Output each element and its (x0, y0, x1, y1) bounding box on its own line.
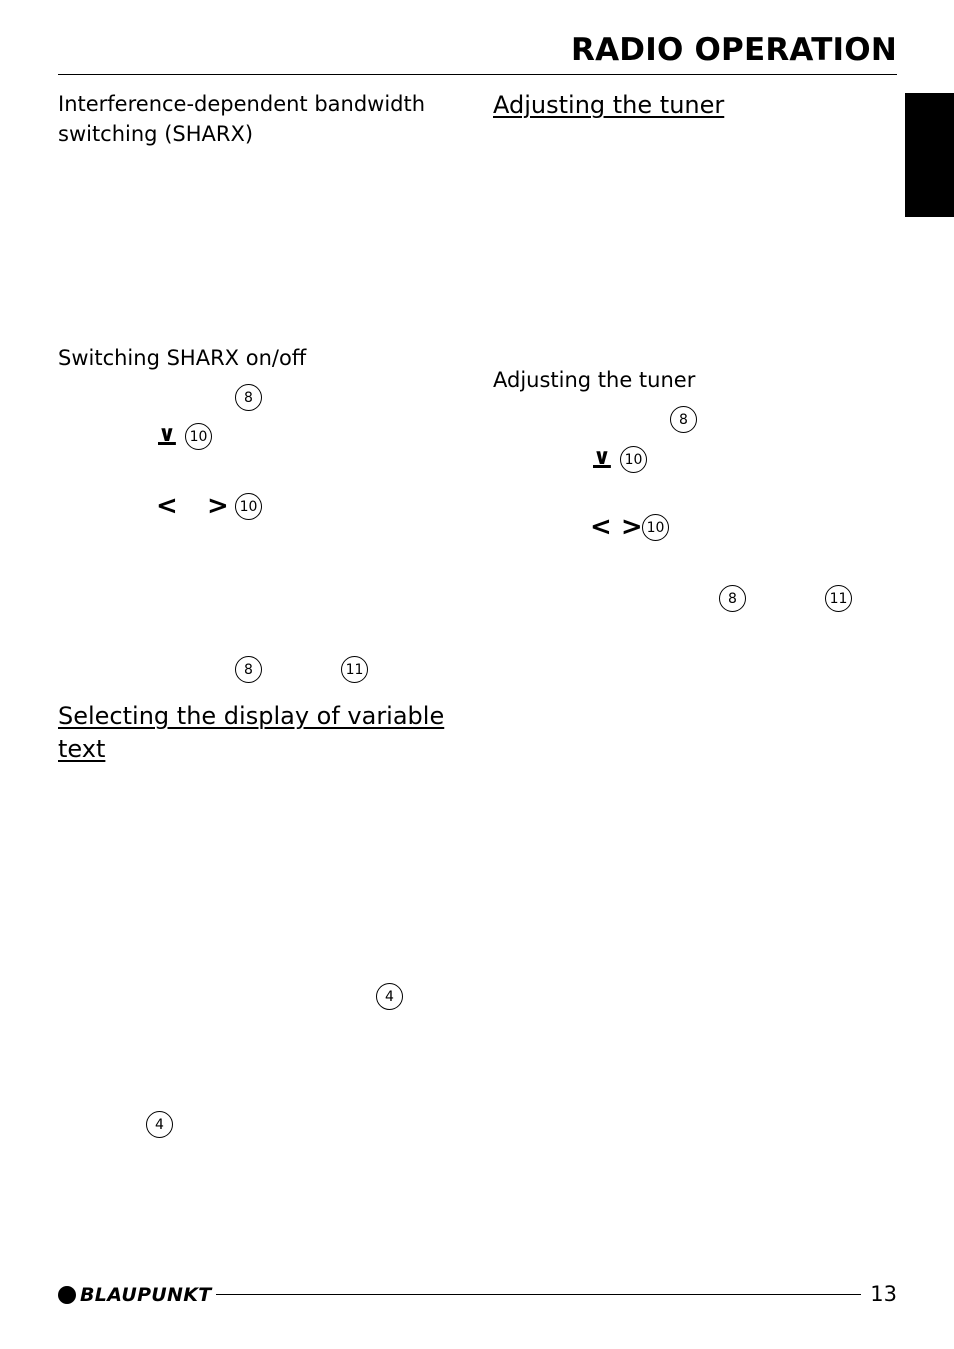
tuner-heading: Adjusting the tuner (493, 91, 725, 119)
brand-name: BLAUPUNKT (80, 1284, 212, 1306)
switch-sharx-heading: Switching SHARX on/off (58, 346, 307, 370)
ok-button-ref: 11 (825, 585, 852, 612)
down-arrow-icon: ∨ (593, 445, 611, 470)
menu-button-ref: 8 (235, 384, 262, 411)
tuner-subheading: Adjusting the tuner (493, 368, 696, 392)
menu-button-ref: 8 (235, 656, 262, 683)
display-button-ref: 4 (376, 983, 403, 1010)
sharx-heading-line2: switching (SHARX) (58, 122, 254, 146)
rocker-button-ref: 10 (235, 493, 262, 520)
rocker-button-ref: 10 (620, 446, 647, 473)
sharx-heading-line1: Interference-dependent bandwidth (58, 92, 426, 116)
footer-divider (216, 1294, 861, 1295)
rocker-button-ref: 10 (642, 514, 669, 541)
display-button-ref: 4 (146, 1111, 173, 1138)
ok-button-ref: 11 (341, 656, 368, 683)
sharx-heading (58, 89, 478, 149)
rocker-button-ref: 10 (185, 423, 212, 450)
page-number: 13 (870, 1282, 897, 1306)
right-arrow-icon: > (207, 491, 229, 521)
page-title: RADIO OPERATION (571, 32, 897, 68)
variable-text-heading (58, 700, 478, 766)
variable-text-heading-line2: text (58, 735, 106, 763)
left-right-arrows-icon: < > (590, 512, 643, 542)
header-divider (58, 74, 897, 75)
brand-logo (58, 1283, 212, 1307)
variable-text-heading-line1: Selecting the display of variable (58, 702, 445, 730)
logo-dot-icon (58, 1286, 76, 1304)
down-arrow-icon: ∨ (158, 422, 176, 447)
language-tab-marker (905, 93, 954, 217)
menu-button-ref: 8 (719, 585, 746, 612)
menu-button-ref: 8 (670, 406, 697, 433)
left-arrow-icon: < (156, 491, 178, 521)
